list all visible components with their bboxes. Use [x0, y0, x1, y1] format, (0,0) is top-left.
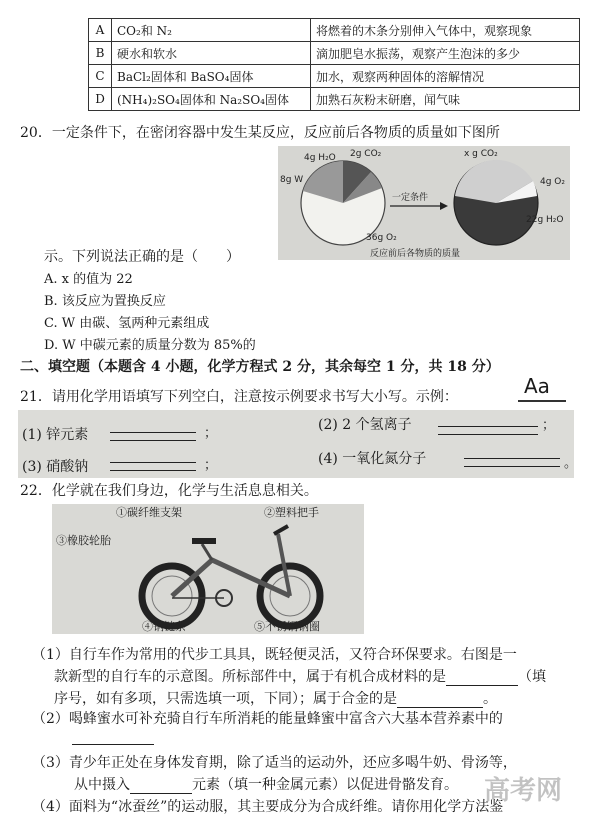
table-row — [89, 65, 580, 88]
q20-option-a: A. x 的值为 22 — [44, 272, 133, 287]
bike-label-2: ②塑料把手 — [264, 506, 319, 519]
answer-blank-alloy[interactable] — [397, 695, 483, 708]
options-table — [88, 18, 580, 111]
reaction-figure — [278, 146, 570, 260]
row-material: 硬水和软水 — [112, 42, 311, 65]
semicolon: ； — [542, 418, 556, 433]
q22-p3-a: （3）青少年正处在身体发育期，除了适当的运动外，还应多喝牛奶、骨汤等， — [32, 755, 517, 771]
semicolon: ； — [204, 426, 218, 441]
bike-label-3: ③橡胶轮胎 — [56, 534, 111, 547]
row-material: (NH₄)₂SO₄固体和 Na₂SO₄固体 — [112, 88, 311, 111]
q22-stem: 22．化学就在我们身边，化学与生活息息相关。 — [20, 483, 318, 499]
section-title: 二、填空题（本题含 4 小题，化学方程式 2 分，其余每空 1 分，共 18 分） — [20, 359, 500, 375]
watermark-logo — [484, 770, 562, 807]
row-key: D — [89, 88, 112, 111]
figure-caption: 反应前后各物质的质量 — [370, 249, 461, 259]
q21-item-3: (3) 硝酸钠 — [22, 459, 89, 475]
q20-option-d: D. W 中碳元素的质量分数为 85%的 — [44, 338, 256, 353]
answer-blank-organic[interactable] — [446, 673, 518, 686]
q21-item-2: (2) 2 个氢离子 — [318, 417, 412, 433]
label-o2-before: 36g O₂ — [366, 233, 397, 243]
q21-answer-strip — [18, 410, 578, 478]
row-key: A — [89, 19, 112, 42]
label-h2o-before: 4g H₂O — [304, 153, 336, 163]
answer-blank-1b — [110, 428, 196, 441]
q21-stem: 21．请用化学用语填写下列空白，注意按示例要求书写大小写。示例： — [20, 389, 458, 405]
label-co2-after: x g CO₂ — [464, 149, 498, 159]
q22-p2: （2）喝蜂蜜水可补充骑自行车所消耗的能量蜂蜜中富含六大基本营养素中的 — [32, 711, 503, 727]
frame — [172, 560, 290, 596]
answer-blank-element[interactable] — [130, 781, 192, 794]
handlebar — [274, 526, 288, 534]
answer-blank-2b — [438, 422, 538, 435]
answer-blank-nutrient[interactable] — [72, 732, 154, 745]
row-material: BaCl₂固体和 BaSO₄固体 — [112, 65, 311, 88]
table-row — [89, 19, 580, 42]
row-method: 滴加肥皂水振荡，观察产生泡沫的多少 — [311, 42, 580, 65]
q22-p1-b-text: 款新型的自行车的示意图。所标部件中，属于有机合成材料的是 — [54, 669, 446, 685]
q22-p1-c-text: 序号，如有多项，只需选填一项，下同）；属于合金的是 — [54, 691, 397, 707]
period: 。 — [564, 456, 578, 471]
row-key: C — [89, 65, 112, 88]
q20-stem: 20．一定条件下，在密闭容器中发生某反应，反应前后各物质的质量如下图所 — [20, 125, 500, 141]
q22-p3-b — [74, 774, 458, 794]
answer-blank-3b — [110, 458, 196, 471]
q22-p1-c — [54, 688, 497, 708]
q20-stem-cont: 示。下列说法正确的是（ ） — [44, 249, 240, 265]
arrow-label: 一定条件 — [392, 193, 429, 203]
q22-p1-b — [54, 666, 546, 686]
answer-blank-4b — [464, 454, 560, 467]
example-box — [518, 374, 566, 402]
table-row — [89, 42, 580, 65]
semicolon: ； — [204, 458, 218, 473]
row-key: B — [89, 42, 112, 65]
q22-p1-a: （1）自行车作为常用的代步工具具，既轻便灵活，又符合环保要求。右图是一 — [32, 647, 517, 663]
q20-option-c: C. W 由碳、氢两种元素组成 — [44, 316, 210, 331]
q22-p3-b-text: 从中摄入 — [74, 777, 130, 793]
row-material: CO₂和 N₂ — [112, 19, 311, 42]
row-method: 加熟石灰粉末研磨，闻气味 — [311, 88, 580, 111]
q22-p1-c-end: 。 — [483, 691, 497, 707]
bike-figure — [52, 504, 364, 634]
row-method: 加水，观察两种固体的溶解情况 — [311, 65, 580, 88]
seat-post — [202, 544, 212, 560]
q20-option-b: B. 该反应为置换反应 — [44, 294, 166, 309]
q22-p1-b-end: （填 — [518, 669, 546, 685]
q22-p4: （4）面料为“冰蚕丝”的运动服，其主要成分为合成纤维。请你用化学方法鉴 — [32, 799, 504, 815]
q21-item-4: (4) 一氧化氮分子 — [318, 451, 427, 467]
label-o2-after: 4g O₂ — [540, 177, 565, 187]
bike-svg — [52, 504, 364, 634]
bike-label-1: ①碳纤维支架 — [116, 506, 182, 519]
label-co2-before: 2g CO₂ — [350, 149, 382, 159]
example-text: Aa — [524, 374, 550, 398]
label-w-before: 8g W — [280, 175, 304, 185]
table-row — [89, 88, 580, 111]
arrow-head — [440, 202, 448, 210]
bike-label-5: ⑤不锈钢钢圈 — [254, 620, 320, 633]
label-h2o-after: 22g H₂O — [526, 215, 564, 225]
q22-p3-b-end: 元素（填一种金属元素）以促进骨骼发育。 — [192, 777, 458, 793]
row-method: 将燃着的木条分别伸入气体中，观察现象 — [311, 19, 580, 42]
watermark-text: 高考网 — [484, 776, 563, 806]
bike-label-4: ④钢链条 — [142, 620, 186, 633]
seat — [192, 538, 216, 544]
q21-item-1: (1) 锌元素 — [22, 427, 89, 443]
pie-figure-svg — [278, 146, 570, 260]
